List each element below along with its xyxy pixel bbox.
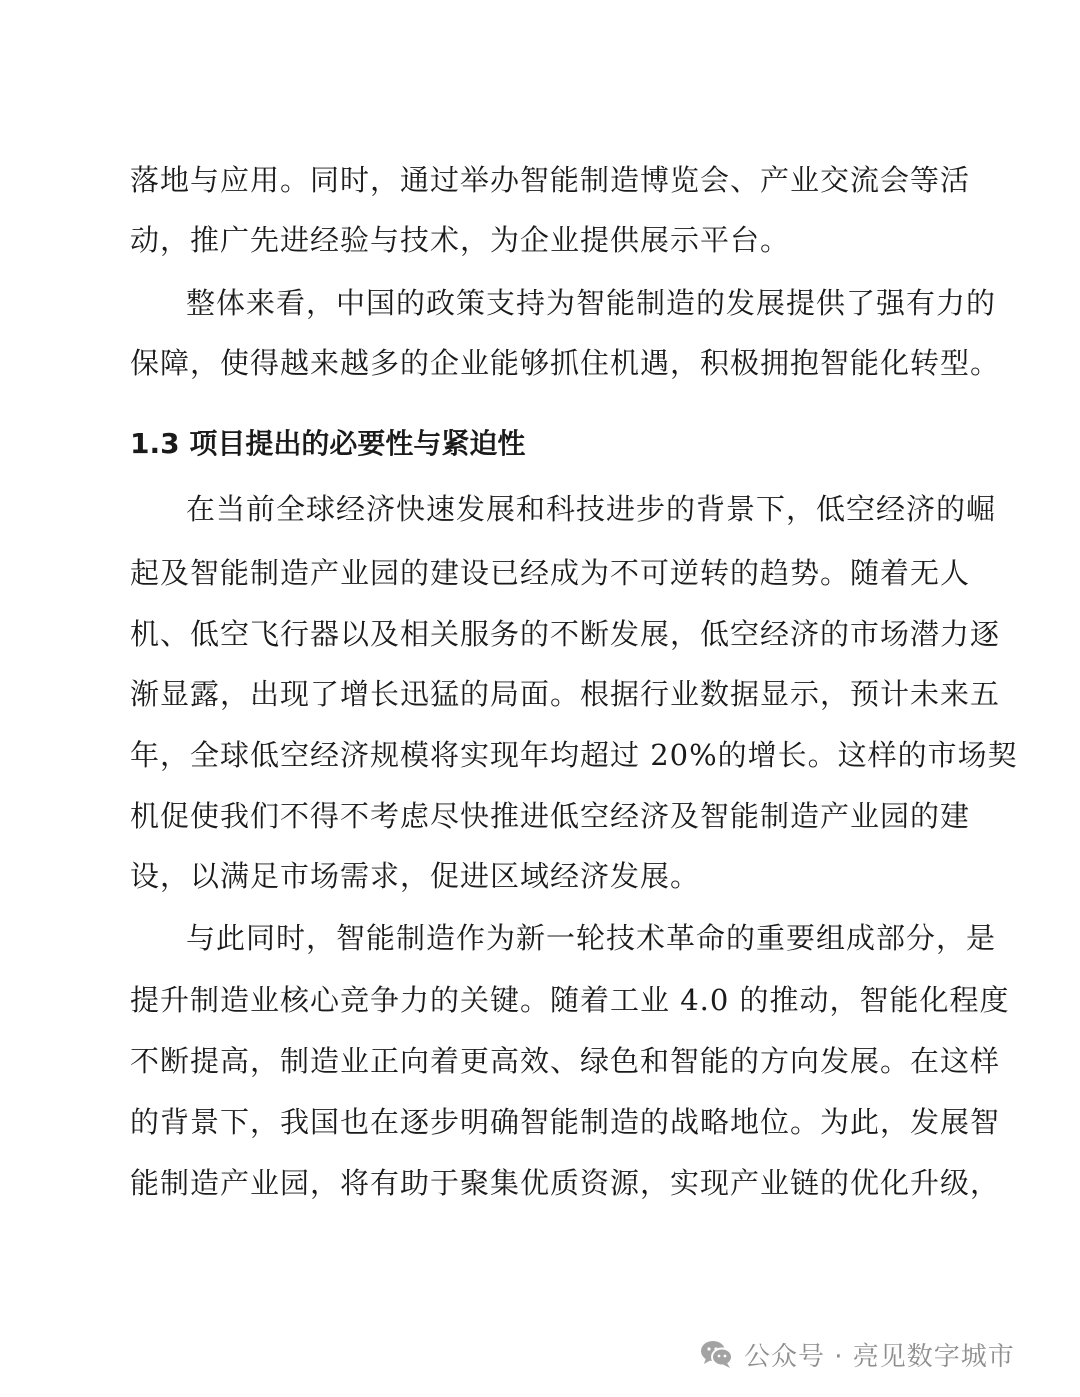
paragraph-line: 的背景下，我国也在逐步明确智能制造的战略地位。为此，发展智 [130,1105,1001,1139]
paragraph-line: 起及智能制造产业园的建设已经成为不可逆转的趋势。随着无人 [130,556,971,590]
paragraph-line: 提升制造业核心竞争力的关键。随着工业 4.0 的推动，智能化程度 [130,983,1010,1017]
wechat-icon [700,1339,734,1369]
paragraph-line: 保障，使得越来越多的企业能够抓住机遇，积极拥抱智能化转型。 [130,346,1001,380]
paragraph-line: 整体来看，中国的政策支持为智能制造的发展提供了强有力的 [186,286,997,320]
watermark-text: 公众号 · 亮见数字城市 [744,1341,1015,1372]
paragraph-line: 能制造产业园，将有助于聚集优质资源，实现产业链的优化升级， [130,1166,1001,1200]
paragraph-line: 机促使我们不得不考虑尽快推进低空经济及智能制造产业园的建 [130,799,971,833]
paragraph-line: 机、低空飞行器以及相关服务的不断发展，低空经济的市场潜力逐 [130,617,1001,651]
paragraph-line: 年，全球低空经济规模将实现年均超过 20%的增长。这样的市场契 [130,738,1018,772]
paragraph-line: 渐显露，出现了增长迅猛的局面。根据行业数据显示，预计未来五 [130,677,1001,711]
paragraph-line: 与此同时，智能制造作为新一轮技术革命的重要组成部分，是 [186,921,997,955]
paragraph-line: 在当前全球经济快速发展和科技进步的背景下，低空经济的崛 [186,492,997,526]
watermark [700,1332,1015,1376]
paragraph-line: 设，以满足市场需求，促进区域经济发展。 [130,859,701,893]
section-heading: 1.3 项目提出的必要性与紧迫性 [130,427,526,460]
paragraph-line: 动，推广先进经验与技术，为企业提供展示平台。 [130,223,791,257]
paragraph-line: 不断提高，制造业正向着更高效、绿色和智能的方向发展。在这样 [130,1044,1001,1078]
paragraph-line: 落地与应用。同时，通过举办智能制造博览会、产业交流会等活 [130,163,971,197]
